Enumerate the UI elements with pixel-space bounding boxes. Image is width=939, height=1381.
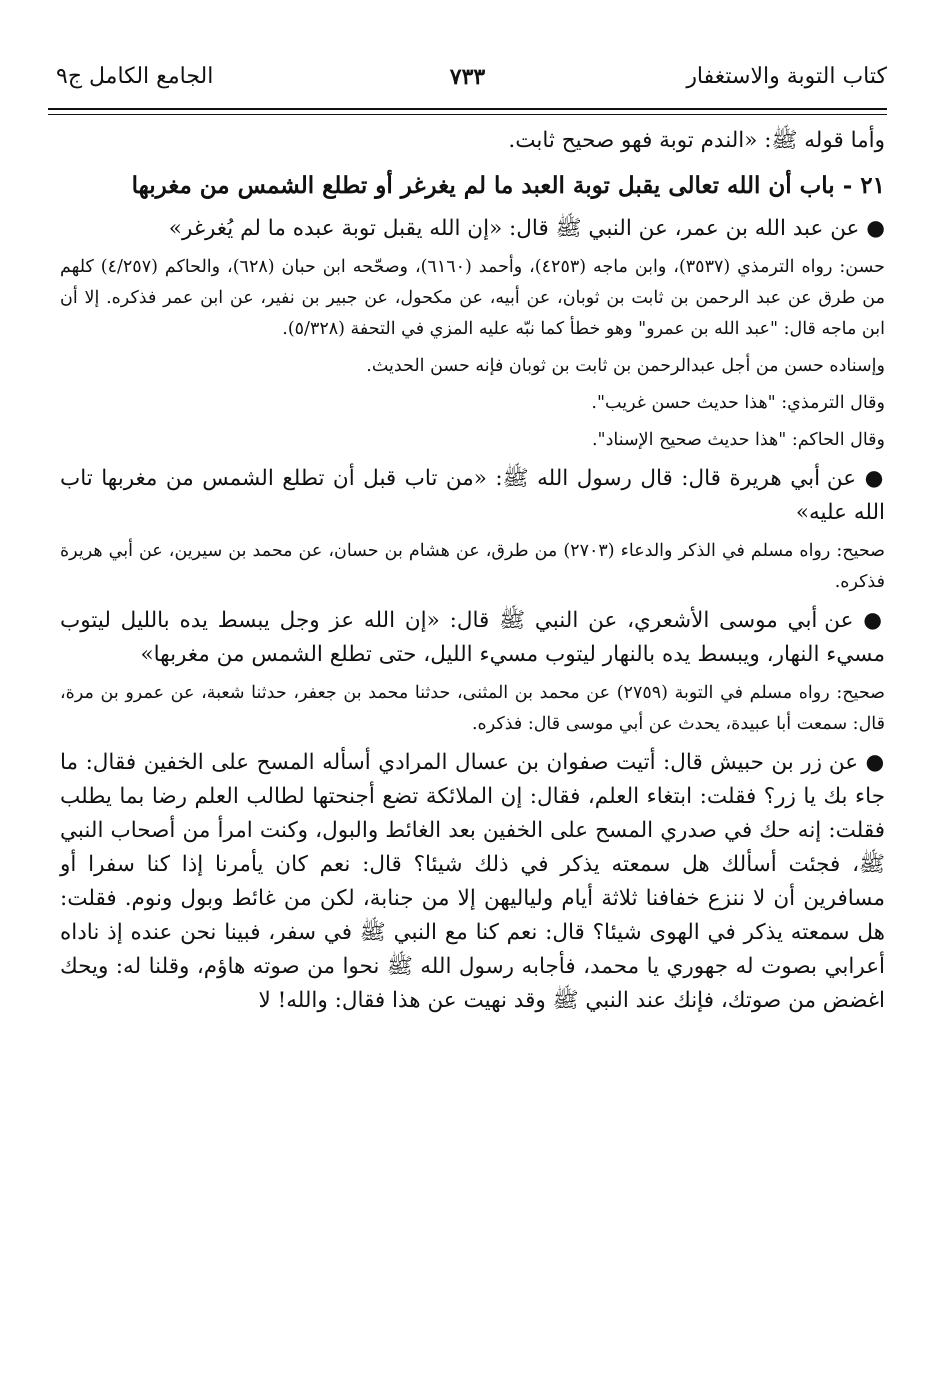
chapter-title: كتاب التوبة والاستغفار	[686, 64, 887, 89]
hadith-paragraph	[60, 462, 885, 530]
takhrij-note: حسن: رواه الترمذي (٣٥٣٧)، وابن ماجه (٤٢٥٣)، وأحمد (٦١٦٠)، وصحّحه ابن حبان (٦٢٨)، والحاكم (٤/٢٥٧) كلهم من طرق عن عبد الرحمن بن ثابت بن ثوبان، عن أبيه، عن مكحول، عن جبير بن نفير، عن ابن عمر فذكره. إلا أن ابن ماجه قال: "عبد الله بن عمرو" وهو خطأ كما نبّه عليه المزي في التحفة (٥/٣٢٨).	[60, 257, 885, 339]
takhrij-note: صحيح: رواه مسلم في التوبة (٢٧٥٩) عن محمد بن المثنى، حدثنا محمد بن جعفر، حدثنا شعبة، عن عمرو بن مرة، قال: سمعت أبا عبيدة، يحدث عن أبي موسى قال: فذكره.	[60, 683, 885, 734]
bullet-icon: ●	[856, 466, 885, 491]
hadith-text: عن زر بن حبيش قال: أتيت صفوان بن عسال المرادي أسأله المسح على الخفين فقال: ما جاء بك يا زر؟ فقلت: ابتغاء العلم، فقال: إن الملائكة تضع أجنحتها لطالب العلم رضا بما يطلب فقلت: إنه حك في صدري المسح على الخفين بعد الغائط والبول، وكنت امرأ من أصحاب النبي ﷺ، فجئت أسألك هل سمعته يذكر في ذلك شيئا؟ قال: نعم كان يأمرنا إذا كنا سفرا أو مسافرين أن لا ننزع خفافنا ثلاثة أيام ولياليهن إلا من جنابة، لكن من غائط وبول ونوم. فقلت: هل سمعته يذكر في الهوى شيئا؟ قال: نعم كنا مع النبي ﷺ في سفر، فبينا نحن عنده إذ ناداه أعرابي بصوت له جهوري يا محمد، فأجابه رسول الله ﷺ نحوا من صوته هاؤم، وقلنا له: ويحك اغضض من صوتك، فإنك عند النبي ﷺ وقد نهيت عن هذا فقال: والله! لا	[60, 750, 885, 1013]
hadith-text: عن أبي موسى الأشعري، عن النبي ﷺ قال: «إن الله عز وجل يبسط يده بالليل ليتوب مسيء النهار، ويبسط يده بالنهار ليتوب مسيء الليل، حتى تطلع الشمس من مغربها»	[60, 608, 885, 667]
book-title: الجامع الكامل ج٩	[56, 64, 214, 89]
takhrij-note: وقال الحاكم: "هذا حديث صحيح الإسناد".	[591, 430, 885, 450]
intro-paragraph: وأما قوله ﷺ: «الندم توبة فهو صحيح ثابت.	[508, 128, 885, 153]
hadith-paragraph	[60, 746, 885, 1018]
takhrij-note: صحيح: رواه مسلم في الذكر والدعاء (٢٧٠٣) من طرق، عن هشام بن حسان، عن محمد بن سيرين، عن أبي هريرة فذكره.	[60, 541, 886, 592]
header-rule-thick	[48, 108, 887, 110]
bullet-icon: ●	[859, 216, 885, 241]
hadith-paragraph	[60, 604, 885, 672]
page-body	[60, 124, 885, 1024]
hadith-paragraph	[60, 212, 885, 246]
hadith-text: عن عبد الله بن عمر، عن النبي ﷺ قال: «إن الله يقبل توبة عبده ما لم يُغرغر»	[168, 216, 860, 241]
page-header	[48, 60, 887, 108]
page-number: ٧٣٣	[449, 64, 486, 90]
hadith-text: عن أبي هريرة قال: قال رسول الله ﷺ: «من تاب قبل أن تطلع الشمس من مغربها تاب الله عليه»	[60, 466, 885, 525]
takhrij-note: وإسناده حسن من أجل عبدالرحمن بن ثابت بن ثوبان فإنه حسن الحديث.	[366, 356, 885, 376]
header-rule-thin	[48, 114, 887, 115]
section-title: ٢١ - باب أن الله تعالى يقبل توبة العبد ما لم يغرغر أو تطلع الشمس من مغربها	[131, 172, 885, 199]
bullet-icon: ●	[853, 608, 885, 633]
bullet-icon: ●	[858, 750, 885, 775]
takhrij-note: وقال الترمذي: "هذا حديث حسن غريب".	[591, 393, 885, 413]
